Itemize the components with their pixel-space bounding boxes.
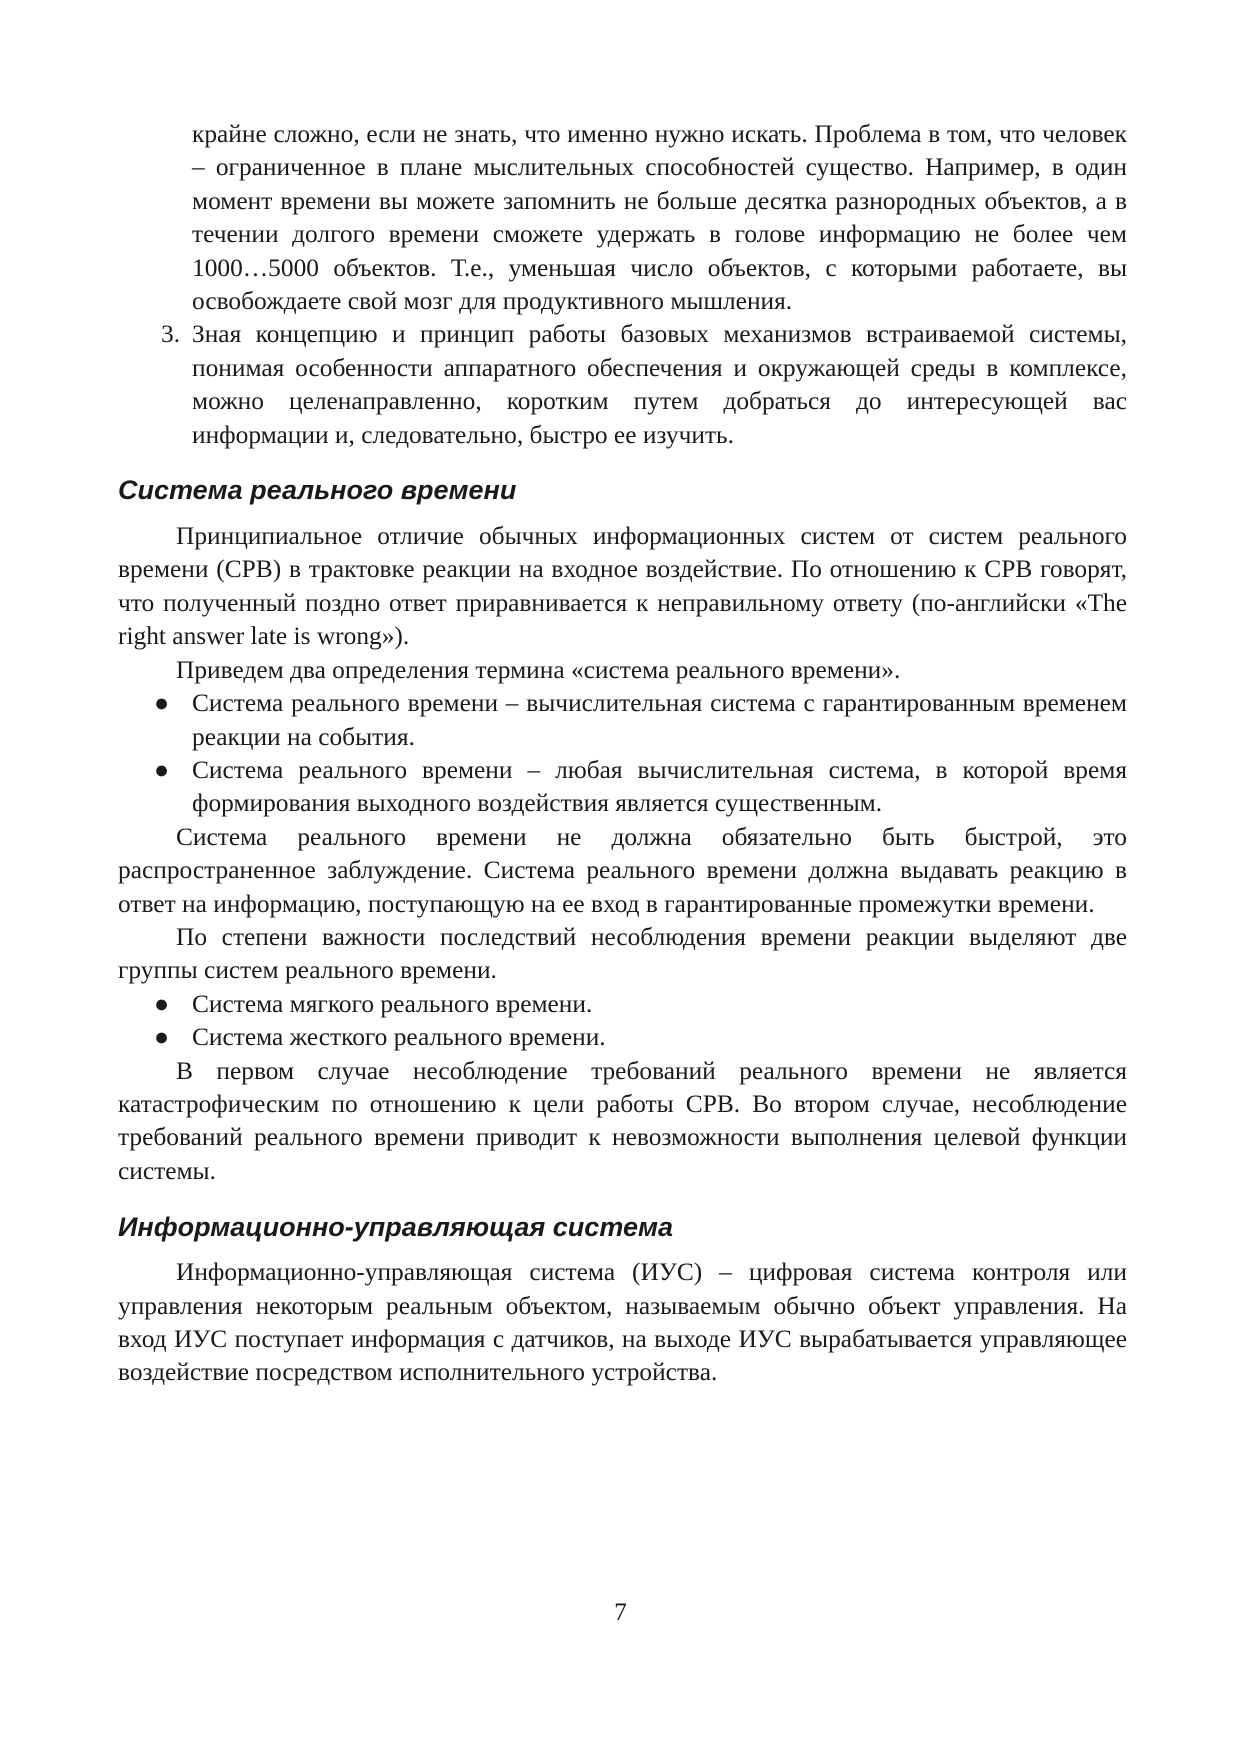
list-number: 3. [161, 320, 181, 349]
paragraph: Система реального времени не должна обязательно быть быстрой, это распространенное заблуждение. Система реального времени должна выдавать реакцию в ответ на информацию, поступающую на ее вход в гарантированные промежутки времени. [118, 822, 1127, 918]
bullet-item [118, 754, 1127, 821]
paragraph: По степени важности последствий несоблюдения времени реакции выделяют две группы систем реального времени. [118, 922, 1127, 985]
paragraph: Приведем два определения термина «система реального времени». [176, 655, 901, 684]
bullet-icon: ● [154, 756, 170, 784]
bullet-icon: ● [154, 690, 170, 718]
bullet-item [118, 687, 1127, 754]
bullet-text: Система реального времени – вычислительная система с гарантированным временем реакции на события. [192, 689, 1127, 751]
bullet-text: Система реального времени – любая вычислительная система, в которой время формирования выходного воздействия является существенным. [192, 755, 1127, 818]
paragraph: В первом случае несоблюдение требований реального времени не является катастрофическим по отношению к цели работы СРВ. Во втором случае, несоблюдение требований реального времени приводит к невозможности выполнения целевой функции системы. [118, 1056, 1127, 1185]
list-item-3 [118, 318, 1127, 452]
bullet-icon: ● [154, 990, 170, 1018]
bullet-item [118, 1021, 1127, 1054]
list-item-continuation: крайне сложно, если не знать, что именно нужно искать. Проблема в том, что человек – ограниченное в плане мыслительных способностей существо. Например, в один момент времени вы можете запомнить не больше десятка разнородных объектов, а в течении долгого времени сможете удержать в голове информацию не более чем 1000…5000 объектов. Т.е., уменьшая число объектов, с которыми работаете, вы освобождаете свой мозг для продуктивного мышления. [192, 120, 1127, 316]
list-item-text: Зная концепцию и принцип работы базовых механизмов встраиваемой системы, понимая особенности аппаратного обеспечения и окружающей среды в комплексе, можно целенаправленно, коротким путем добраться до интересующей вас информации и, следовательно, быстро ее изучить. [192, 320, 1127, 449]
page-number: 7 [614, 1598, 627, 1626]
bullet-text: Система мягкого реального времени. [192, 989, 593, 1018]
paragraph: Принципиальное отличие обычных информационных систем от систем реального времени (СРВ) в трактовке реакции на входное воздействие. По отношению к СРВ говорят, что полученный поздно ответ приравнивается к неправильному ответу (по-английски «The right answer late is wrong»). [118, 522, 1127, 651]
bullet-icon: ● [154, 1024, 170, 1052]
paragraph: Информационно-управляющая система (ИУС) – цифровая система контроля или управления некоторым реальным объектом, называемым обычно объект управления. На вход ИУС поступает информация с датчиков, на выходе ИУС вырабатывается управляющее воздействие посредством исполнительного устройства. [118, 1258, 1127, 1387]
section-heading-real-time-system: Система реального времени [118, 475, 517, 506]
bullet-text: Система жесткого реального времени. [192, 1023, 606, 1052]
section-heading-information-control-system: Информационно-управляющая система [118, 1212, 673, 1243]
bullet-item [118, 988, 1127, 1021]
